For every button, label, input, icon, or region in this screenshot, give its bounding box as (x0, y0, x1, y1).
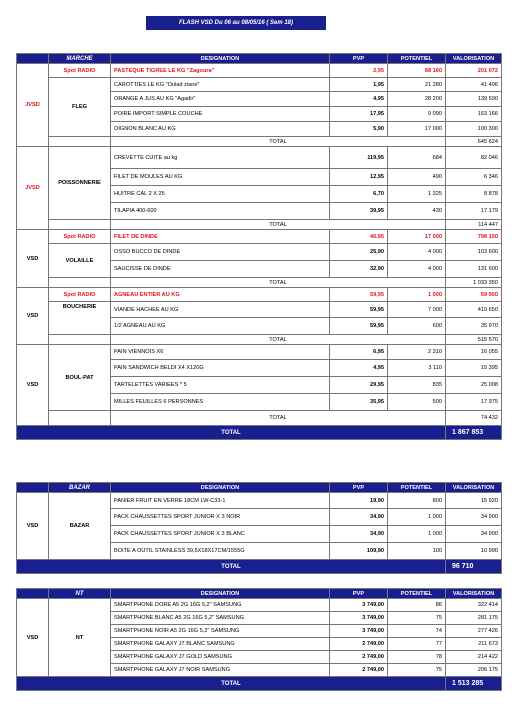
pvp-cell: 119,95 (330, 147, 388, 169)
spot-radio-label: Spot RADIO (49, 288, 111, 302)
valorisation-cell: 59 950 (446, 288, 502, 302)
group-label: VSD (17, 493, 49, 560)
header-designation: DESIGNATION (111, 589, 330, 599)
valorisation-cell: 6 346 (446, 169, 502, 186)
designation-cell: SMARTPHONE GALAXY J7 BLANC SAMSUNG (111, 638, 330, 651)
pvp-cell: 59,95 (330, 288, 388, 302)
designation-cell: ORANGE A JUS AU KG "Agadir" (111, 92, 330, 107)
designation-cell: CREVETTE CUITE au kg (111, 147, 330, 169)
valorisation-cell: 277 426 (446, 625, 502, 638)
designation-cell: PACK CHAUSSETTES SPORT JUNIOR X 3 NOIR (111, 509, 330, 526)
potentiel-cell: 684 (388, 147, 446, 169)
valorisation-cell: 131 600 (446, 261, 502, 278)
pvp-cell: 59,95 (330, 302, 388, 318)
grand-total-value: 96 710 (446, 560, 502, 574)
pvp-cell: 4,95 (330, 360, 388, 377)
valorisation-cell: 100 300 (446, 122, 502, 137)
header-valorisation: VALORISATION (446, 54, 502, 64)
designation-cell: SMARTPHONE GALAXY J7 GOLD SAMSUNG (111, 651, 330, 664)
designation-cell: FILET DE MOULES AU KG (111, 169, 330, 186)
designation-cell: PAIN SANDWICH BELDI X4 X120G (111, 360, 330, 377)
designation-cell: SAUCISSE DE DINDE (111, 261, 330, 278)
potentiel-cell: 2 310 (388, 345, 446, 360)
potentiel-cell: 1 000 (388, 526, 446, 543)
pvp-cell: 2 749,00 (330, 664, 388, 677)
potentiel-cell: 800 (388, 493, 446, 509)
pvp-cell: 1,95 (330, 78, 388, 92)
valorisation-cell: 25 008 (446, 377, 502, 394)
grand-total-label: TOTAL (17, 677, 446, 691)
pvp-cell: 6,70 (330, 186, 388, 203)
header-designation: DESIGNATION (111, 483, 330, 493)
pvp-cell: 34,90 (330, 509, 388, 526)
valorisation-cell: 206 175 (446, 664, 502, 677)
report-title-banner: FLASH VSD Du 06 au 08/05/16 ( Sem 18) (146, 16, 326, 30)
designation-cell: OIGNON BLANC AU KG (111, 122, 330, 137)
designation-cell: FILET DE DINDE (111, 230, 330, 244)
valorisation-cell: 139 590 (446, 92, 502, 107)
designation-cell: SMARTPHONE BLANC A5 2G 16G 5,2" SAMSUNG (111, 612, 330, 625)
group-label: VSD (17, 288, 49, 345)
potentiel-cell: 4 000 (388, 244, 446, 261)
potentiel-cell: 77 (388, 638, 446, 651)
potentiel-cell: 1 325 (388, 186, 446, 203)
valorisation-cell: 35 970 (446, 318, 502, 335)
section-name: BAZAR (49, 483, 111, 493)
designation-cell: PANIER FRUIT EN VERRE 18CM LW-C33-1 (111, 493, 330, 509)
subtotal-label: TOTAL (111, 278, 446, 288)
category-label: BOUCHERIE (49, 302, 111, 335)
valorisation-cell: 103 600 (446, 244, 502, 261)
designation-cell: VIANDE HACHEE AU KG (111, 302, 330, 318)
valorisation-cell: 214 422 (446, 651, 502, 664)
subtotal-value: 74 432 (446, 411, 502, 426)
header-pvp: PVP (330, 54, 388, 64)
group-label: VSD (17, 599, 49, 677)
pvp-cell: 2 749,00 (330, 638, 388, 651)
valorisation-cell: 10 990 (446, 543, 502, 560)
category-label: BAZAR (49, 493, 111, 560)
designation-cell: POIRE IMPORT SIMPLE COUCHE (111, 107, 330, 122)
pvp-cell: 46,95 (330, 230, 388, 244)
bazar-table (16, 482, 502, 574)
header-designation: DESIGNATION (111, 54, 330, 64)
potentiel-cell: 4 000 (388, 261, 446, 278)
nt-table (16, 588, 502, 691)
potentiel-cell: 835 (388, 377, 446, 394)
valorisation-cell: 8 878 (446, 186, 502, 203)
designation-cell: SMARTPHONE GALAXY J7 NOIR SAMSUNG (111, 664, 330, 677)
category-label: FLEG (49, 78, 111, 137)
pvp-cell: 2 749,00 (330, 651, 388, 664)
potentiel-cell: 9 090 (388, 107, 446, 122)
designation-cell: MILLES FEUILLES 6 PERSONNES (111, 394, 330, 411)
pvp-cell: 3 749,00 (330, 612, 388, 625)
pvp-cell: 17,95 (330, 107, 388, 122)
header-potentiel: POTENTIEL (388, 483, 446, 493)
valorisation-cell: 16 055 (446, 345, 502, 360)
potentiel-cell: 86 (388, 599, 446, 612)
potentiel-cell: 3 110 (388, 360, 446, 377)
pvp-cell: 2,95 (330, 64, 388, 78)
subtotal-value: 114 447 (446, 220, 502, 230)
potentiel-cell: 75 (388, 664, 446, 677)
pvp-cell: 29,95 (330, 377, 388, 394)
valorisation-cell: 82 046 (446, 147, 502, 169)
pvp-cell: 19,90 (330, 493, 388, 509)
section-name: NT (49, 589, 111, 599)
potentiel-cell: 500 (388, 394, 446, 411)
group-label: JVSD (17, 147, 49, 230)
subtotal-value: 515 570 (446, 335, 502, 345)
category-label: VOLAILLE (49, 244, 111, 278)
potentiel-cell: 21 280 (388, 78, 446, 92)
header-potentiel: POTENTIEL (388, 54, 446, 64)
valorisation-cell: 163 166 (446, 107, 502, 122)
designation-cell: BOITE A OUTIL STAINLESS 39,5X18X17CM/1555G (111, 543, 330, 560)
designation-cell: 1/2 AGNEAU AU KG (111, 318, 330, 335)
group-label: VSD (17, 230, 49, 288)
designation-cell: CAROTTIES LE KG "Oulad ziane" (111, 78, 330, 92)
designation-cell: SMARTPHONE DORE A5 2G 16G 5,2" SAMSUNG (111, 599, 330, 612)
pvp-cell: 4,95 (330, 92, 388, 107)
valorisation-cell: 17 179 (446, 203, 502, 220)
designation-cell: PASTEQUE TIGREE LE KG "Zagoura" (111, 64, 330, 78)
header-potentiel: POTENTIEL (388, 589, 446, 599)
valorisation-cell: 201 072 (446, 64, 502, 78)
designation-cell: AGNEAU ENTIER AU KG (111, 288, 330, 302)
potentiel-cell: 28 200 (388, 92, 446, 107)
subtotal-label: TOTAL (111, 220, 446, 230)
potentiel-cell: 100 (388, 543, 446, 560)
potentiel-cell: 600 (388, 318, 446, 335)
valorisation-cell: 211 673 (446, 638, 502, 651)
pvp-cell: 35,95 (330, 394, 388, 411)
category-label: BOUL-PAT (49, 345, 111, 411)
potentiel-cell: 68 160 (388, 64, 446, 78)
grand-total-label: TOTAL (17, 426, 446, 440)
section-name: MARCHE (49, 54, 111, 64)
pvp-cell: 3 749,00 (330, 625, 388, 638)
header-valorisation: VALORISATION (446, 483, 502, 493)
subtotal-value: 1 033 350 (446, 278, 502, 288)
subtotal-label: TOTAL (111, 335, 446, 345)
pvp-cell: 3 749,00 (330, 599, 388, 612)
valorisation-cell: 34 900 (446, 509, 502, 526)
subtotal-label: TOTAL (111, 411, 446, 426)
potentiel-cell: 17 000 (388, 230, 446, 244)
header-valorisation: VALORISATION (446, 589, 502, 599)
potentiel-cell: 17 000 (388, 122, 446, 137)
valorisation-cell: 17 975 (446, 394, 502, 411)
marche-table (16, 53, 502, 440)
potentiel-cell: 1 000 (388, 288, 446, 302)
pvp-cell: 12,95 (330, 169, 388, 186)
pvp-cell: 32,90 (330, 261, 388, 278)
group-label: VSD (17, 345, 49, 426)
potentiel-cell: 490 (388, 169, 446, 186)
designation-cell: HUITRE CAL 2 X 25 (111, 186, 330, 203)
potentiel-cell: 75 (388, 612, 446, 625)
valorisation-cell: 322 414 (446, 599, 502, 612)
category-label: NT (49, 599, 111, 677)
designation-cell: OSSO BUCCO DE DINDE (111, 244, 330, 261)
valorisation-cell: 15 920 (446, 493, 502, 509)
group-label: JVSD (17, 64, 49, 147)
category-label: POISSONNERIE (49, 147, 111, 220)
pvp-cell: 6,95 (330, 345, 388, 360)
pvp-cell: 5,90 (330, 122, 388, 137)
potentiel-cell: 78 (388, 651, 446, 664)
header-pvp: PVP (330, 589, 388, 599)
valorisation-cell: 41 496 (446, 78, 502, 92)
valorisation-cell: 34 900 (446, 526, 502, 543)
potentiel-cell: 430 (388, 203, 446, 220)
pvp-cell: 59,95 (330, 318, 388, 335)
pvp-cell: 109,90 (330, 543, 388, 560)
potentiel-cell: 1 000 (388, 509, 446, 526)
subtotal-label: TOTAL (111, 137, 446, 147)
valorisation-cell: 281 175 (446, 612, 502, 625)
spot-radio-label: Spot RADIO (49, 230, 111, 244)
designation-cell: SMARTPHONE NOIR A5 2G 16G 5,2" SAMSUNG (111, 625, 330, 638)
designation-cell: PAIN VIENNOIS X6 (111, 345, 330, 360)
potentiel-cell: 74 (388, 625, 446, 638)
designation-cell: PACK CHAUSSETTES SPORT JUNIOR X 3 BLANC (111, 526, 330, 543)
pvp-cell: 39,95 (330, 203, 388, 220)
pvp-cell: 34,90 (330, 526, 388, 543)
grand-total-value: 1 867 853 (446, 426, 502, 440)
spot-radio-label: Spot RADIO (49, 64, 111, 78)
valorisation-cell: 798 150 (446, 230, 502, 244)
header-pvp: PVP (330, 483, 388, 493)
potentiel-cell: 7 000 (388, 302, 446, 318)
grand-total-value: 1 513 285 (446, 677, 502, 691)
valorisation-cell: 419 650 (446, 302, 502, 318)
designation-cell: TARTELETTES VARIEES * 5 (111, 377, 330, 394)
subtotal-value: 645 624 (446, 137, 502, 147)
grand-total-label: TOTAL (17, 560, 446, 574)
designation-cell: TILAPIA 400-600 (111, 203, 330, 220)
pvp-cell: 25,90 (330, 244, 388, 261)
valorisation-cell: 15 395 (446, 360, 502, 377)
